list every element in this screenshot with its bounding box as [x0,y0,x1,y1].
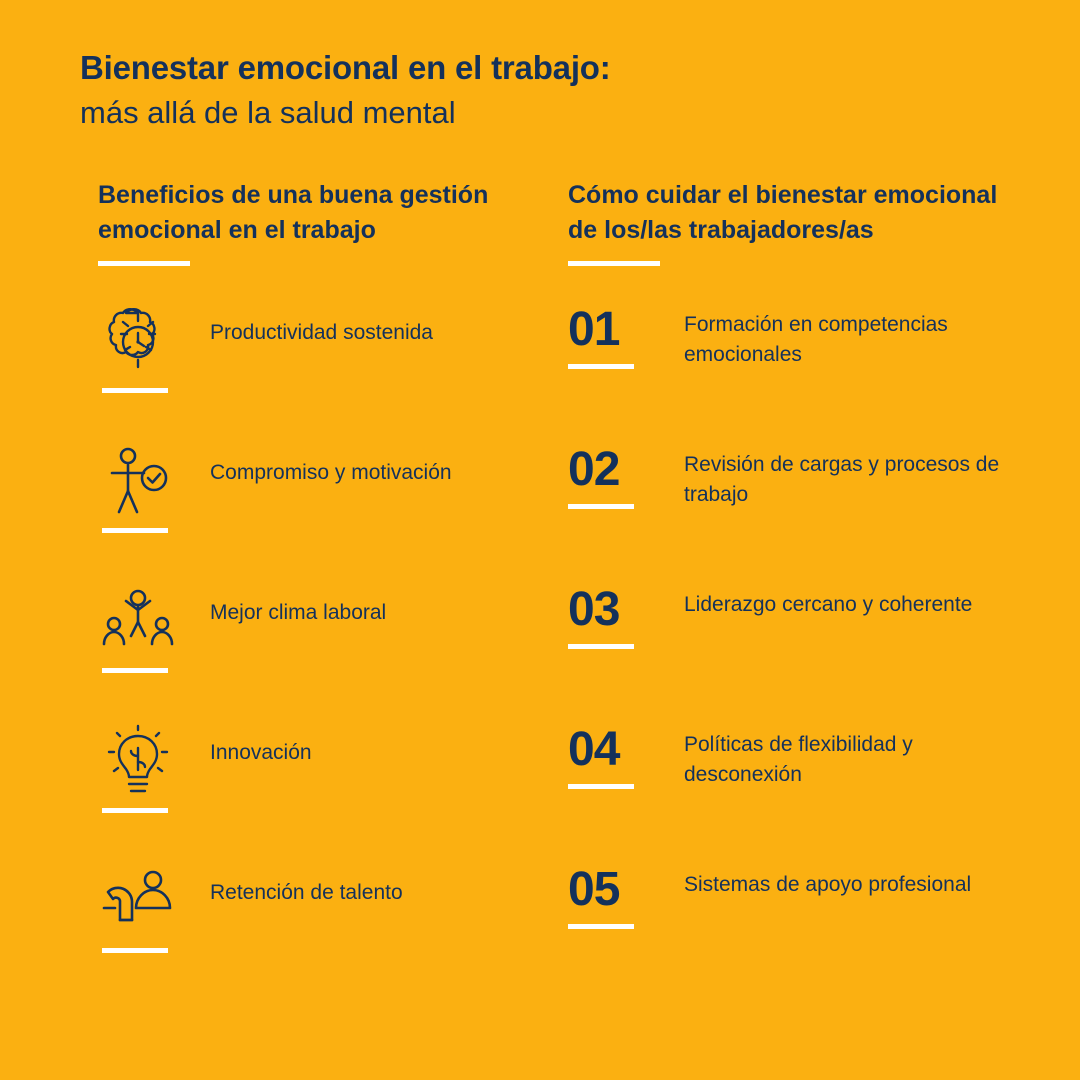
item-underline [102,948,168,953]
item-underline [102,808,168,813]
lightbulb-gear-icon [98,724,178,800]
list-item-label: Productividad sostenida [210,321,433,344]
brain-clock-icon [98,304,178,380]
list-item-label: Revisión de cargas y procesos de trabajo [684,453,1000,507]
list-item [98,724,528,864]
list-item-label: Innovación [210,741,312,764]
step-number-wrap [568,583,684,649]
page-subtitle: más allá de la salud mental [80,94,456,130]
benefit-icon-wrap [98,724,210,813]
item-underline [102,668,168,673]
benefits-list [98,304,528,1004]
benefit-icon-wrap [98,444,210,533]
benefits-heading: Beneficios de una buena gestión emocional en el trabajo [98,181,489,244]
benefit-icon-wrap [98,304,210,393]
header [80,48,1000,132]
list-item [98,304,528,444]
magnet-person-icon [98,864,178,940]
item-underline [568,644,634,649]
list-item [568,303,1008,446]
list-item [98,864,528,1004]
step-number-wrap [568,303,684,369]
list-item [98,444,528,584]
item-underline [568,364,634,369]
benefits-column [98,178,528,1004]
item-underline [568,784,634,789]
item-underline [568,924,634,929]
person-check-icon [98,444,178,520]
list-item-label: Mejor clima laboral [210,601,387,624]
list-item-label: Formación en competencias emocionales [684,313,948,367]
list-item-label: Retención de talento [210,881,403,904]
step-number: 02 [568,443,620,496]
item-underline [102,388,168,393]
list-item-label: Políticas de flexibilidad y desconexión [684,733,913,787]
step-number-wrap [568,723,684,789]
step-number: 04 [568,723,620,776]
list-item [568,863,1008,1006]
list-item [98,584,528,724]
page-title: Bienestar emocional en el trabajo: [80,49,611,86]
list-item [568,723,1008,866]
list-item-label: Liderazgo cercano y coherente [684,593,973,616]
item-underline [102,528,168,533]
actions-list [568,303,1008,1006]
benefit-icon-wrap [98,584,210,673]
item-underline [568,504,634,509]
actions-column [568,178,1008,1006]
list-item [568,583,1008,726]
step-number-wrap [568,443,684,509]
heading-underline [568,261,660,266]
step-number: 03 [568,583,620,636]
list-item-label: Compromiso y motivación [210,461,452,484]
step-number: 05 [568,863,620,916]
actions-heading: Cómo cuidar el bienestar emocional de los/las trabajadores/as [568,181,998,244]
people-celebrating-icon [98,584,178,660]
list-item [568,443,1008,586]
benefit-icon-wrap [98,864,210,953]
step-number-wrap [568,863,684,929]
list-item-label: Sistemas de apoyo profesional [684,873,972,896]
step-number: 01 [568,303,620,356]
heading-underline [98,261,190,266]
